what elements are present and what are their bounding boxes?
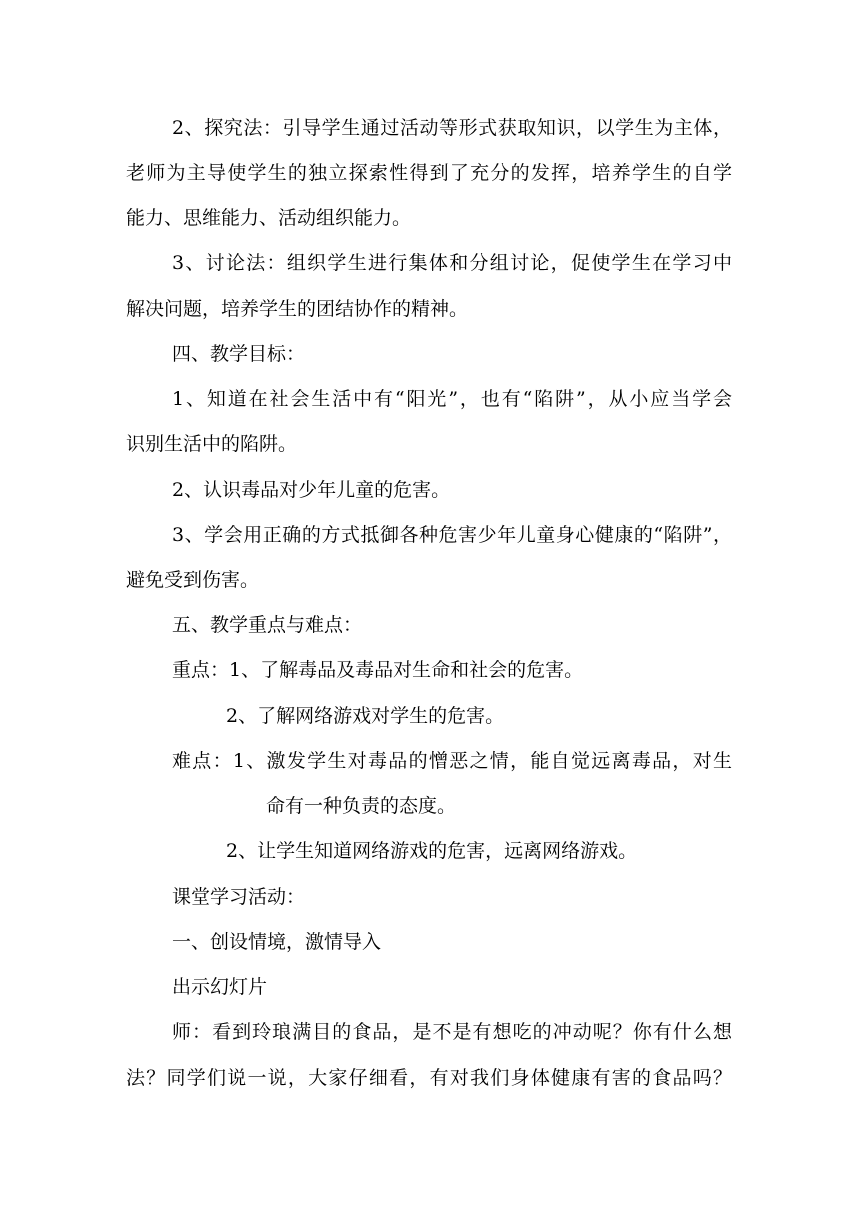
paragraph-method-3-line-1: 3、讨论法：组织学生进行集体和分组讨论，促使学生在学习中 <box>172 252 732 274</box>
key-point-2: 2、了解网络游戏对学生的危害。 <box>226 705 505 727</box>
difficulty-2: 2、让学生知道网络游戏的危害，远离网络游戏。 <box>226 840 638 862</box>
show-slide-text: 出示幻灯片 <box>172 976 268 998</box>
paragraph-method-2-line-1: 2、探究法：引导学生通过活动等形式获取知识，以学生为主体， <box>172 117 732 139</box>
paragraph-method-2-line-3: 能力、思维能力、活动组织能力。 <box>126 207 412 229</box>
paragraph-method-3-line-2: 解决问题，培养学生的团结协作的精神。 <box>126 298 469 320</box>
key-point-1: 重点：1、了解毒品及毒品对生命和社会的危害。 <box>172 659 584 681</box>
class-activity-heading: 课堂学习活动： <box>172 886 306 908</box>
paragraph-goal-1-line-2: 识别生活中的陷阱。 <box>126 433 298 455</box>
paragraph-goal-1-line-1: 1、知道在社会生活中有“阳光”，也有“陷阱”，从小应当学会 <box>172 388 732 410</box>
paragraph-goal-3-line-2: 避免受到伤害。 <box>126 569 260 591</box>
difficulty-1-line-1: 难点：1、激发学生对毒品的憎恶之情，能自觉远离毒品，对生 <box>172 750 732 772</box>
paragraph-method-2-line-2: 老师为主导使学生的独立探索性得到了充分的发挥，培养学生的自学 <box>126 162 732 184</box>
section-heading-goals: 四、教学目标： <box>172 343 306 365</box>
paragraph-goal-2: 2、认识毒品对少年儿童的危害。 <box>172 479 451 501</box>
section-heading-key-points: 五、教学重点与难点： <box>172 614 363 636</box>
teacher-text-line-2: 法？同学们说一说，大家仔细看，有对我们身体健康有害的食品吗？ <box>126 1067 732 1089</box>
step-1-heading: 一、创设情境，激情导入 <box>172 931 382 953</box>
paragraph-goal-3-line-1: 3、学会用正确的方式抵御各种危害少年儿童身心健康的“陷阱”， <box>172 524 732 546</box>
teacher-text-line-1: 师：看到玲琅满目的食品，是不是有想吃的冲动呢？你有什么想 <box>172 1021 732 1043</box>
difficulty-1-line-2: 命有一种负责的态度。 <box>266 795 457 817</box>
